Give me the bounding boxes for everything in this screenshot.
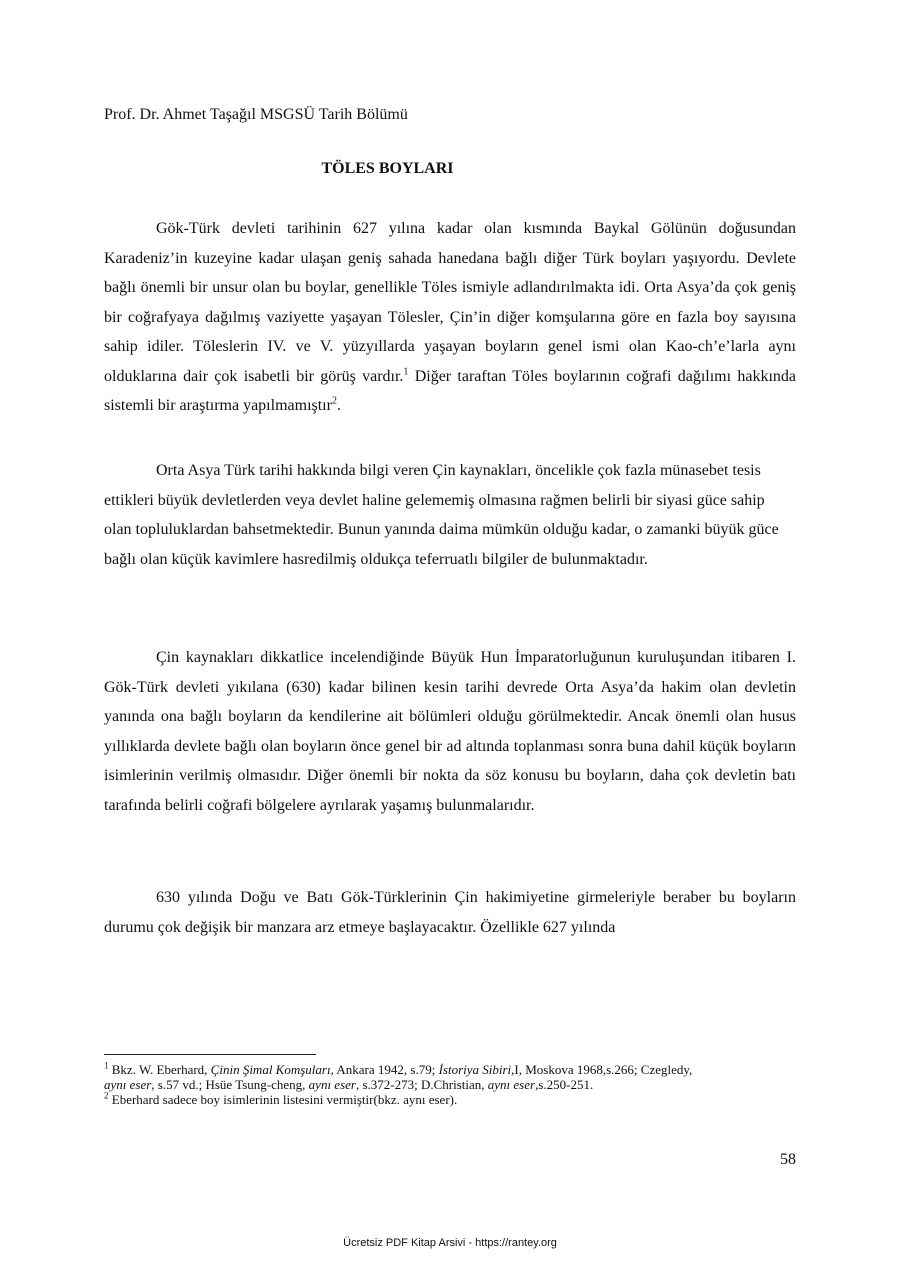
footnote-1-title: aynı eser xyxy=(487,1077,536,1092)
footnote-1-text: , s.372-273; D.Christian, xyxy=(355,1077,488,1092)
footnote-1-text: Bkz. W. Eberhard, xyxy=(108,1062,211,1077)
paragraph-1-text-b: Diğer taraftan Töles boylarının coğrafi dağılımı hakkında sistemli bir araştırma yapılmamıştır xyxy=(104,367,797,414)
paragraph-2 xyxy=(104,456,796,574)
footnote-1-text: , s.57 vd.; Hsüe Tsung-cheng, xyxy=(151,1077,309,1092)
footnote-1-title: aynı eser xyxy=(104,1077,152,1092)
footnote-ref-1[interactable]: 1 xyxy=(403,366,409,378)
footnote-2-number: 2 xyxy=(104,1090,109,1101)
footnote-1-text: ,I, Moskova 1968,s.266; Czegledy, xyxy=(511,1062,693,1077)
page-number: 58 xyxy=(780,1151,796,1168)
footnote-separator xyxy=(104,1054,316,1055)
paragraph-1-text-a: Gök-Türk devleti tarihinin 627 yılına kadar olan kısmında Baykal Gölünün doğusundan Karadeniz’in kuzeyine kadar ulaşan geniş sahada hanedana bağlı diğer Türk boyları yaşıyordu. Devlete bağlı önemli bir unsur olan bu boylar, genellikle Töles ismiyle adlandırılmakta idi. Orta Asya’da çok geniş bir coğrafyaya dağılmış vaziyette yaşayan Tölesler, Çin’in diğer komşularına göre en fazla boy sayısına sahip idiler. Töleslerin IV. ve V. yüzyıllarda yaşayan boyların genel ismi olan Kao-ch’e’larla aynı olduklarına dair çok isabetli bir görüş vardır. xyxy=(104,220,796,385)
footnote-ref-2[interactable]: 2 xyxy=(331,395,337,407)
footnote-1 xyxy=(104,1062,804,1092)
paragraph-4-text: 630 yılında Doğu ve Batı Gök-Türklerinin Çin hakimiyetine girmeleriyle beraber bu boyların durumu çok değişik bir manzara arz etmeye başlayacaktır. Özellikle 627 yılında xyxy=(104,889,796,936)
footer-source[interactable]: Ücretsiz PDF Kitap Arsivi - https://rantey.org xyxy=(343,1237,557,1249)
document-title: TÖLES BOYLARI xyxy=(321,160,454,177)
footnote-1-number: 1 xyxy=(104,1060,109,1071)
paragraph-1-text-c: . xyxy=(336,397,341,414)
footnote-1-title: İstoriya Sibiri xyxy=(438,1062,512,1077)
paragraph-1 xyxy=(104,214,796,421)
footnote-1-text: ,s.250-251. xyxy=(535,1077,594,1092)
author-line: Prof. Dr. Ahmet Taşağıl MSGSÜ Tarih Bölümü xyxy=(104,106,408,123)
paragraph-3-text: Çin kaynakları dikkatlice incelendiğinde Büyük Hun İmparatorluğunun kuruluşundan itibaren I. Gök-Türk devleti yıkılana (630) kadar bilinen kesin tarihi devrede Orta Asya’da hakim olan devletin yanında ona bağlı boyların da kendilerine ait bölümleri olduğu görülmektedir. Ancak önemli olan husus yıllıklarda devlete bağlı olan boyların önce genel bir ad altında toplanması sonra buna dahil küçük boyların isimlerinin verilmiş olmasıdır. Diğer önemli bir nokta da söz konusu bu boyların, daha çok devletin batı tarafında belirli coğrafi bölgelere ayrılarak yaşamış bulunmalarıdır. xyxy=(104,649,796,814)
footnote-2 xyxy=(104,1092,804,1107)
footnote-1-text: , Ankara 1942, s.79; xyxy=(330,1062,439,1077)
footnotes xyxy=(104,1062,804,1107)
paragraph-3 xyxy=(104,643,796,820)
footnote-1-title: aynı eser xyxy=(308,1077,356,1092)
footnote-2-text: Eberhard sadece boy isimlerinin listesini vermiştir(bkz. aynı eser). xyxy=(108,1092,458,1107)
paragraph-4 xyxy=(104,883,796,942)
footnote-1-title: Çinin Şimal Komşuları xyxy=(210,1062,331,1077)
paragraph-2-text: Orta Asya Türk tarihi hakkında bilgi veren Çin kaynakları, öncelikle çok fazla münasebet tesis ettikleri büyük devletlerden veya devlet haline gelememiş olmasına rağmen belirli bir siyasi güce sahip olan topluluklardan bahsetmektedir. Bunun yanında daima mümkün olduğu kadar, o zamanki büyük güce bağlı olan küçük kavimlere hasredilmiş oldukça teferruatlı bilgiler de bulunmaktadır. xyxy=(104,462,779,568)
